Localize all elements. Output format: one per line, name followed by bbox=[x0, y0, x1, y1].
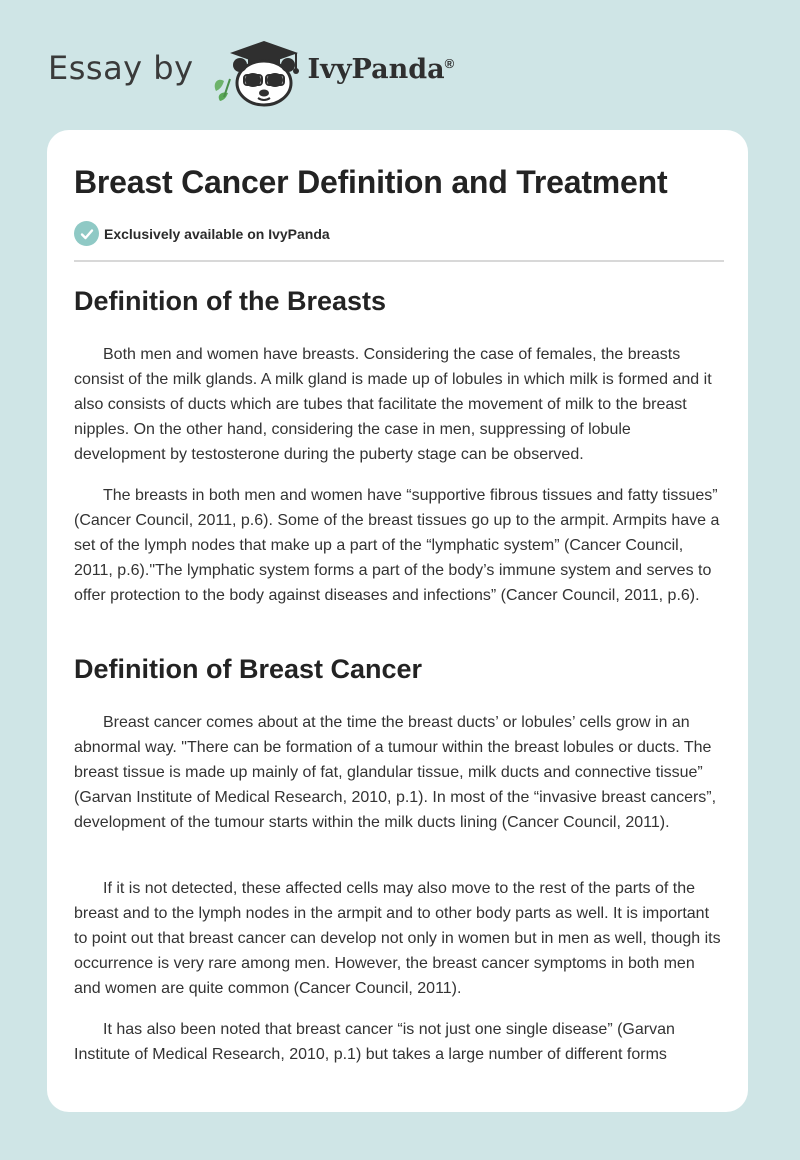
exclusive-badge bbox=[74, 221, 330, 246]
paragraph: Both men and women have breasts. Considering the case of females, the breasts consist of the milk glands. A milk gland is made up of lobules in which milk is formed and it also consists of ducts which are tubes that facilitate the movement of milk to the breast nipples. On the other hand, considering the case in men, suppressing of lobule development by testosterone during the puberty stage can be observed. bbox=[74, 346, 712, 463]
paragraph: If it is not detected, these affected cells may also move to the rest of the parts of the breast and to the lymph nodes in the armpit and to other body parts as well. It is important to point out that breast cancer can develop not only in women but in men as well, though its occurrence is very rare among men. However, the breast cancer symptoms in both men and women are quite common (Cancer Council, 2011). bbox=[74, 880, 721, 997]
site-header bbox=[48, 36, 468, 106]
section-heading: Definition of Breast Cancer bbox=[74, 654, 423, 684]
check-icon bbox=[74, 221, 99, 246]
essay-card bbox=[47, 130, 748, 1112]
essay-by-label: Essay by bbox=[48, 49, 194, 87]
exclusive-badge-label: Exclusively available on IvyPanda bbox=[104, 225, 330, 242]
panda-logo-icon[interactable] bbox=[208, 35, 304, 107]
section-heading: Definition of the Breasts bbox=[74, 286, 387, 316]
paragraph: Breast cancer comes about at the time the breast ducts’ or lobules’ cells grow in an abnormal way. "There can be formation of a tumour within the breast lobules or ducts. The breast tissue is made up mainly of fat, glandular tissue, milk ducts and connective tissue” (Garvan Institute of Medical Research, 2010, p.1). In most of the “invasive breast cancers”, development of the tumour starts within the milk ducts lining (Cancer Council, 2011). bbox=[74, 714, 717, 831]
paragraph: The breasts in both men and women have “supportive fibrous tissues and fatty tissues” (Cancer Council, 2011, p.6). Some of the breast tissues go up to the armpit. Armpits have a set of the lymph nodes that make up a part of the “lymphatic system” (Cancer Council, 2011, p.6)."The lymphatic system forms a part of the body’s immune system and serves to offer protection to the body against diseases and infections” (Cancer Council, 2011, p.6). bbox=[74, 487, 720, 604]
paragraph: It has also been noted that breast cancer “is not just one single disease” (Garvan Institute of Medical Research, 2010, p.1) but takes a large number of different forms bbox=[74, 1021, 675, 1063]
brand-label: IvyPanda bbox=[307, 53, 445, 85]
registered-mark: ® bbox=[444, 55, 455, 71]
brand-name[interactable] bbox=[308, 54, 455, 85]
page-title: Breast Cancer Definition and Treatment bbox=[74, 164, 668, 200]
title-divider bbox=[74, 260, 724, 262]
